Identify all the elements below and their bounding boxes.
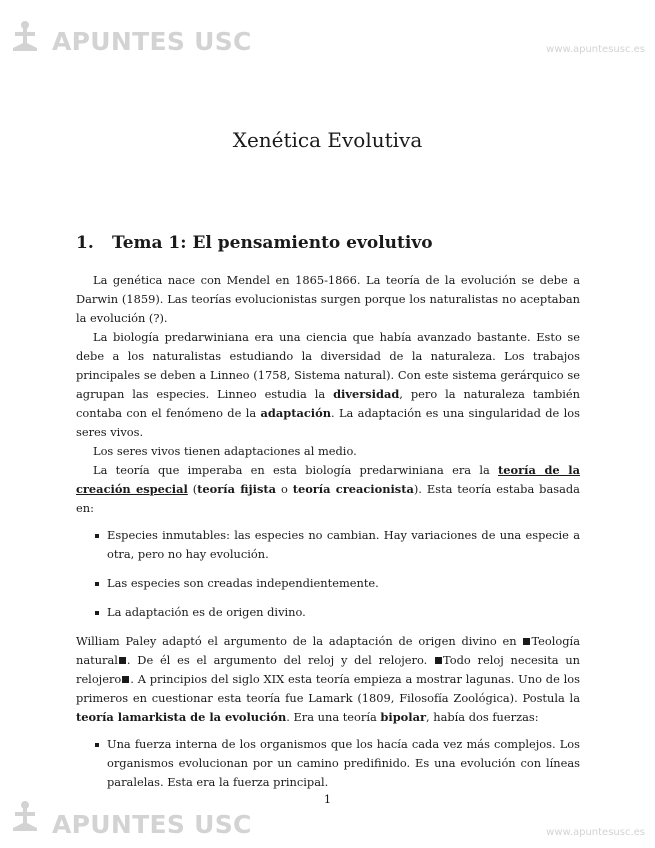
list-item: Especies inmutables: las especies no cambian. Hay variaciones de una especie a otra, pero no hay evolución. xyxy=(107,526,580,564)
section-number: 1. xyxy=(76,233,94,253)
missing-glyph-icon xyxy=(435,657,442,664)
document-body xyxy=(76,271,580,802)
paragraph-3: Los seres vivos tienen adaptaciones al medio. xyxy=(93,444,357,458)
bullet-list-1 xyxy=(76,526,580,622)
list-item: Una fuerza interna de los organismos que los hacía cada vez más complejos. Los organismos evolucionan por un camino predifinido. Es una evolución con líneas paralelas. Esta era la fuerza principal. xyxy=(107,735,580,792)
list-item: La adaptación es de origen divino. xyxy=(107,603,580,622)
section-heading xyxy=(76,233,433,253)
cross-seal-icon xyxy=(10,20,40,52)
paragraph-1: La genética nace con Mendel en 1865-1866. La teoría de la evolución se debe a Darwin (1859). Las teorías evolucionistas surgen porque los naturalistas no aceptaban la evolución (?). xyxy=(76,273,580,325)
bullet-square-icon xyxy=(95,611,99,615)
missing-glyph-icon xyxy=(523,638,530,645)
paragraph-5: William Paley adaptó el argumento de la adaptación de origen divino en Teología natural . De él es el argumento del reloj y del relojero. Todo reloj necesita un relojero . A principios del siglo XIX esta teoría empieza a mostrar lagunas. Uno de los primeros en cuestionar esta teoría fue Lamark (1809, Filosofía Zoológica). Postula la teoría lamarkista de la evolución. Era una teoría bipolar, había dos fuerzas: xyxy=(76,634,581,724)
watermark-url[interactable]: www.apuntesusc.es xyxy=(546,827,645,838)
bullet-list-2 xyxy=(76,735,580,792)
section-title: Tema 1: El pensamiento evolutivo xyxy=(112,233,433,253)
missing-glyph-icon xyxy=(119,657,126,664)
watermark-url[interactable]: www.apuntesusc.es xyxy=(546,44,645,55)
bullet-square-icon xyxy=(95,582,99,586)
watermark-brand: APUNTES USC xyxy=(52,27,252,56)
document-title: Xenética Evolutiva xyxy=(232,128,423,152)
bullet-square-icon xyxy=(95,743,99,747)
page-number: 1 xyxy=(323,792,332,806)
bullet-square-icon xyxy=(95,534,99,538)
missing-glyph-icon xyxy=(122,676,129,683)
watermark-brand: APUNTES USC xyxy=(52,810,252,839)
list-item: Las especies son creadas independientemente. xyxy=(107,574,580,593)
paragraph-2: La biología predarwiniana era una ciencia que había avanzado bastante. Esto se debe a los naturalistas estudiando la diversidad de la naturaleza. Los trabajos principales se deben a Linneo (1758, Sistema natural). Con este sistema gerárquico se agrupan las especies. Linneo estudia la diversidad, pero la naturaleza también contaba con el fenómeno de la adaptación. La adaptación es una singularidad de los seres vivos. xyxy=(76,330,580,439)
cross-seal-icon xyxy=(10,800,40,832)
paragraph-4: La teoría que imperaba en esta biología predarwiniana era la teoría de la creación especial (teoría fijista o teoría creacionista). Esta teoría estaba basada en: xyxy=(76,463,580,515)
